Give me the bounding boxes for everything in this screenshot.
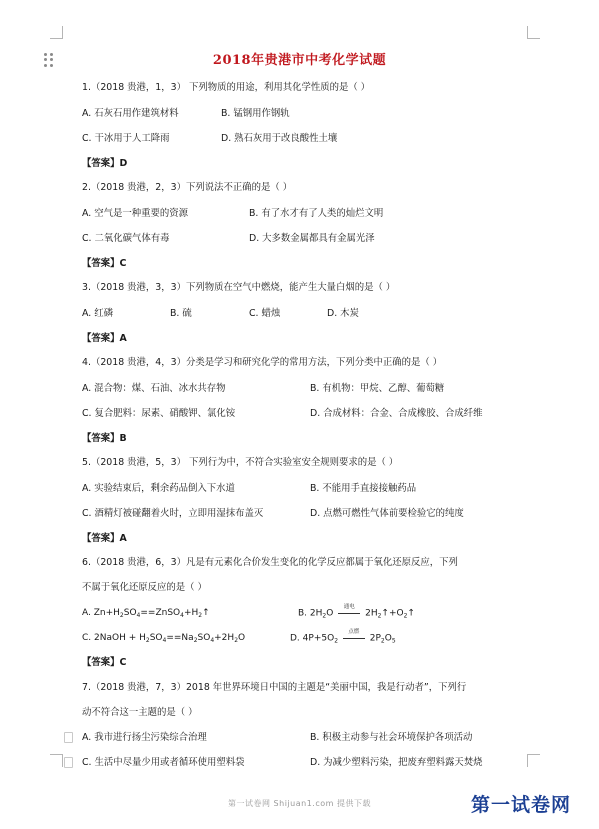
- crop-mark-bottom-right: [527, 754, 540, 767]
- question-5-option-d: D. 点燃可燃性气体前要检验它的纯度: [310, 508, 464, 519]
- watermark-logo: 第一试卷网: [471, 794, 572, 816]
- question-5-option-c: C. 酒精灯被碰翻着火时，立即用湿抹布盖灭: [82, 508, 264, 519]
- question-7-option-d: D. 为减少塑料污染，把废弃塑料露天焚烧: [310, 757, 483, 768]
- question-6-option-b: B. $2H_2O$ 通电 $2H_2↑+O_2↑$: [298, 604, 415, 620]
- question-4-answer: 【答案】B: [82, 433, 127, 444]
- question-2-option-c: C. 二氧化碳气体有毒: [82, 233, 170, 244]
- question-5-stem: 5.（2018 贵港，5，3） 下列行为中，不符合实验室安全规则要求的是（ ）: [82, 457, 399, 468]
- question-6-answer: 【答案】C: [82, 657, 127, 668]
- question-6-stem: 6.（2018 贵港，6，3）凡是有元素化合价发生变化的化学反应都属于氧化还原反应，下列: [82, 557, 458, 568]
- question-4-option-c: C. 复合肥料：尿素、硝酸钾、氯化铵: [82, 408, 236, 419]
- crop-mark-top-right: [527, 26, 540, 39]
- question-3-stem: 3.（2018 贵港，3，3）下列物质在空气中燃烧，能产生大量白烟的是（ ）: [82, 282, 396, 293]
- question-7-option-c: C. 生活中尽量少用或者循环使用塑料袋: [82, 757, 245, 768]
- question-3-answer: 【答案】A: [82, 333, 127, 344]
- page-footer: 第一试卷网 Shijuan1.com 提供下载: [228, 799, 371, 808]
- question-2-option-d: D. 大多数金属都具有金属光泽: [249, 233, 375, 244]
- question-4-option-a: A. 混合物：煤、石油、冰水共存物: [82, 383, 226, 394]
- reaction-arrow-electrolysis: 通电: [336, 607, 362, 619]
- question-1-option-b: B. 锰钢用作钢轨: [221, 108, 290, 119]
- question-2-answer: 【答案】C: [82, 258, 127, 269]
- paragraph-mark-icon: [64, 732, 73, 743]
- question-4-stem: 4.（2018 贵港，4，3）分类是学习和研究化学的常用方法，下列分类中正确的是（ ）: [82, 357, 443, 368]
- question-5-option-a: A. 实验结束后，剩余药品倒入下水道: [82, 483, 235, 494]
- question-1-option-c: C. 干冰用于人工降雨: [82, 133, 170, 144]
- question-7-option-a: A. 我市进行扬尘污染综合治理: [82, 732, 207, 743]
- paragraph-mark-icon: [64, 757, 73, 768]
- question-6-stem-continued: 不属于氧化还原反应的是（ ）: [82, 582, 207, 593]
- question-2-stem: 2.（2018 贵港，2，3）下列说法不正确的是（ ）: [82, 182, 293, 193]
- question-2-option-b: B. 有了水才有了人类的灿烂文明: [249, 208, 384, 219]
- question-5-answer: 【答案】A: [82, 533, 127, 544]
- question-6-option-c: C. 2NaOH + $H_2SO_4==Na_2SO_4+2H_2O$: [82, 633, 246, 644]
- crop-mark-top-left: [50, 26, 63, 39]
- question-7-stem-continued: 动不符合这一主题的是（ ）: [82, 707, 198, 718]
- question-3-option-b: B. 硫: [170, 308, 192, 319]
- question-2-option-a: A. 空气是一种重要的资源: [82, 208, 188, 219]
- question-3-option-a: A. 红磷: [82, 308, 113, 319]
- question-6-option-d: D. $4P+5O_2$ 点燃 $2P_2O_5$: [290, 629, 396, 645]
- crop-mark-bottom-left: [50, 754, 63, 767]
- question-7-stem: 7.（2018 贵港，7，3）2018 年世界环境日中国的主题是“美丽中国，我是行动者”，下列行: [82, 682, 467, 693]
- question-7-option-b: B. 积极主动参与社会环境保护各项活动: [310, 732, 473, 743]
- question-3-option-d: D. 木炭: [327, 308, 359, 319]
- question-1-answer: 【答案】D: [82, 158, 128, 169]
- question-1-stem: 1.（2018 贵港，1，3） 下列物质的用途，利用其化学性质的是（ ）: [82, 82, 371, 93]
- document-title: 2018年贵港市中考化学试题: [212, 53, 387, 68]
- question-6-option-a: A. $Zn+H_2SO_4==ZnSO_4+H_2↑$: [82, 608, 210, 619]
- question-4-option-b: B. 有机物：甲烷、乙醇、葡萄糖: [310, 383, 445, 394]
- question-5-option-b: B. 不能用手直接接触药品: [310, 483, 417, 494]
- question-1-option-a: A. 石灰石用作建筑材料: [82, 108, 179, 119]
- question-4-option-d: D. 合成材料：合金、合成橡胶、合成纤维: [310, 408, 483, 419]
- question-1-option-d: D. 熟石灰用于改良酸性土壤: [221, 133, 338, 144]
- question-3-option-c: C. 蜡烛: [249, 308, 281, 319]
- reaction-arrow-ignition: 点燃: [341, 632, 367, 644]
